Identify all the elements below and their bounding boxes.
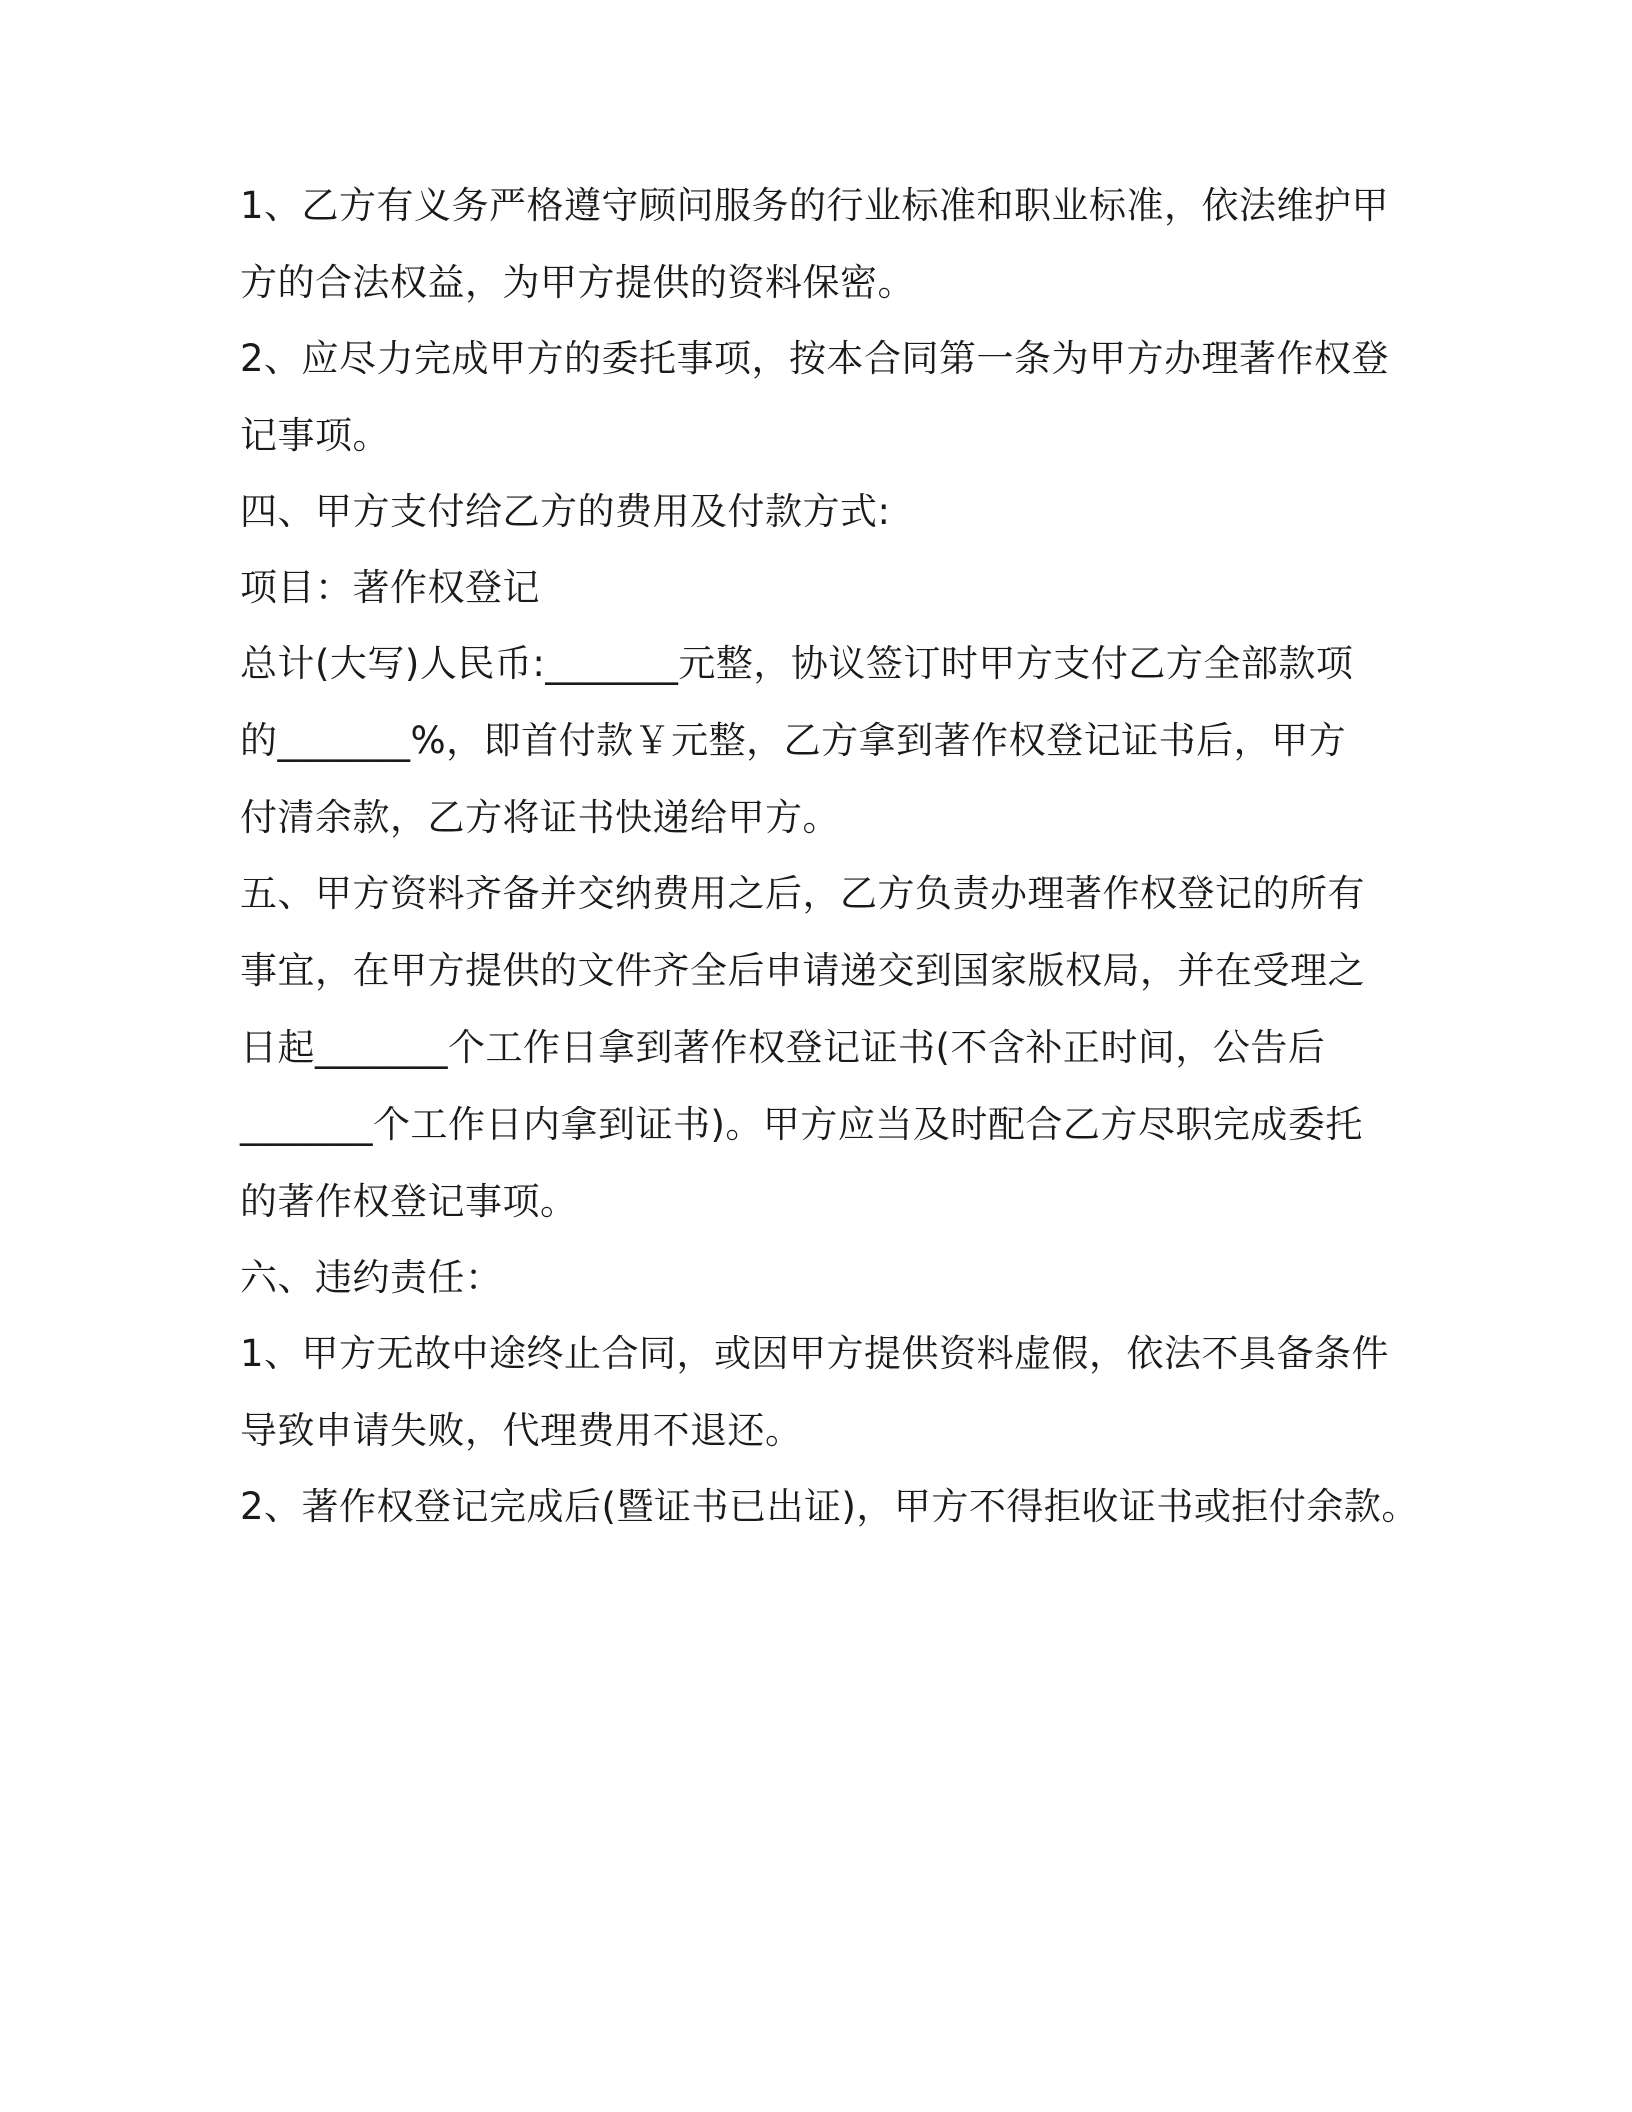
paragraph-liability-2 bbox=[240, 1485, 1419, 1528]
text-line: 方的合法权益，为甲方提供的资料保密。 bbox=[240, 261, 915, 304]
text-line: 付清余款，乙方将证书快递给甲方。 bbox=[240, 796, 840, 839]
text-line: _______个工作日内拿到证书)。甲方应当及时配合乙方尽职完成委托 bbox=[240, 1103, 1363, 1146]
text-line: 1、乙方有义务严格遵守顾问服务的行业标准和职业标准，依法维护甲 bbox=[240, 184, 1390, 227]
text-line: 的_______%，即首付款￥元整，乙方拿到著作权登记证书后，甲方 bbox=[240, 719, 1347, 762]
paragraph-obligation-1 bbox=[240, 186, 1400, 302]
text-line: 的著作权登记事项。 bbox=[240, 1180, 578, 1223]
text-line: 2、应尽力完成甲方的委托事项，按本合同第一条为甲方办理著作权登 bbox=[240, 337, 1390, 380]
section-heading-fees bbox=[240, 492, 1400, 531]
text-line: 日起_______个工作日拿到著作权登记证书(不含补正时间，公告后 bbox=[240, 1026, 1326, 1069]
text-line: 四、甲方支付给乙方的费用及付款方式: bbox=[240, 490, 891, 533]
document-page bbox=[240, 184, 1419, 1563]
paragraph-section-five bbox=[240, 874, 1400, 1221]
paragraph-project bbox=[240, 568, 1400, 607]
text-line: 五、甲方资料齐备并交纳费用之后，乙方负责办理著作权登记的所有 bbox=[240, 872, 1365, 915]
text-line: 事宜，在甲方提供的文件齐全后申请递交到国家版权局，并在受理之 bbox=[240, 949, 1365, 992]
text-line: 2、著作权登记完成后(暨证书已出证)，甲方不得拒收证书或拒付余款。 bbox=[240, 1485, 1419, 1528]
section-heading-liability bbox=[240, 1258, 1400, 1297]
paragraph-payment-total bbox=[240, 644, 1400, 837]
paragraph-liability-1 bbox=[240, 1334, 1400, 1450]
text-line: 总计(大写)人民币:_______元整，协议签订时甲方支付乙方全部款项 bbox=[240, 642, 1354, 685]
text-line: 六、违约责任： bbox=[240, 1256, 503, 1299]
paragraph-obligation-2 bbox=[240, 339, 1400, 455]
text-line: 项目：著作权登记 bbox=[240, 566, 540, 609]
text-line: 导致申请失败，代理费用不退还。 bbox=[240, 1409, 803, 1452]
text-line: 1、甲方无故中途终止合同，或因甲方提供资料虚假，依法不具备条件 bbox=[240, 1332, 1390, 1375]
text-line: 记事项。 bbox=[240, 414, 390, 457]
